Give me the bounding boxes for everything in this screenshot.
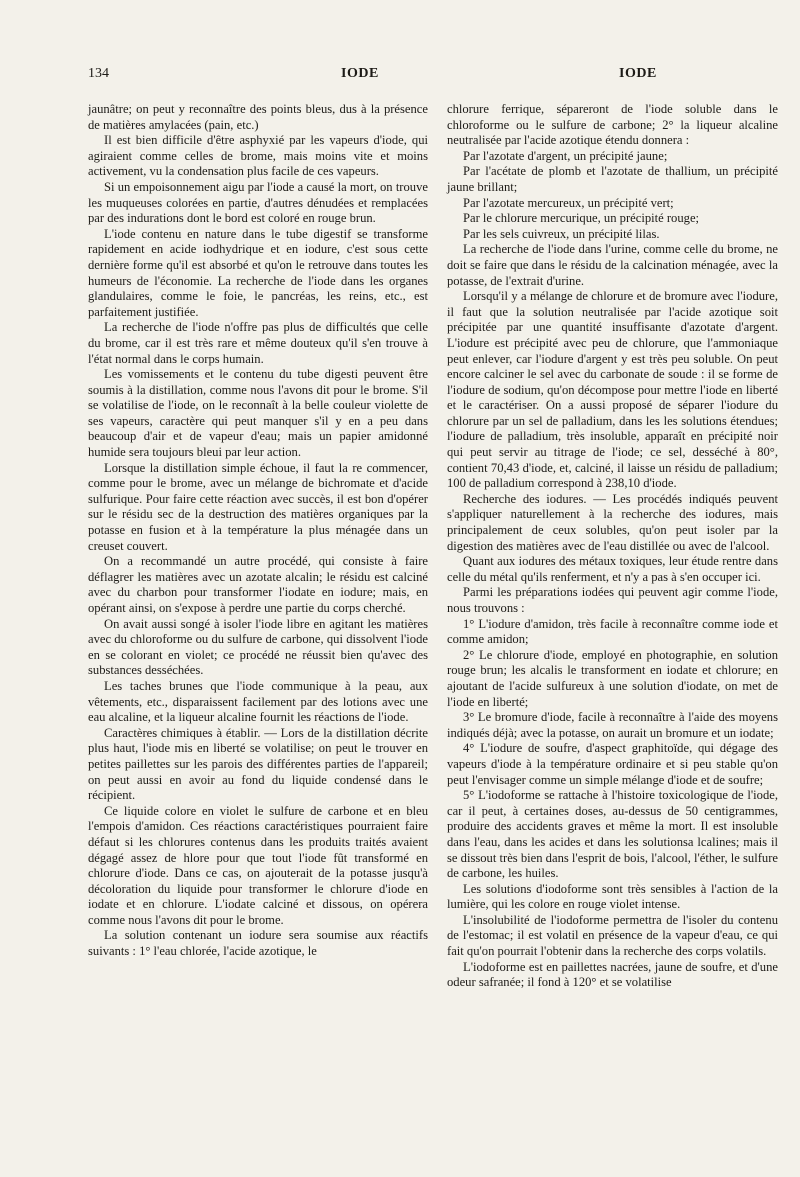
left-running-title: IODE (341, 66, 379, 81)
paragraph: 1° L'iodure d'amidon, très facile à reconnaître comme iode et comme amidon; (447, 616, 778, 647)
paragraph: La recherche de l'iode dans l'urine, comme celle du brome, ne doit se faire que dans le résidu de la calcination ménagée, avec la potasse, de l'extrait d'urine. (447, 242, 778, 288)
paragraph: Caractères chimiques à établir. — Lors de la distillation décrite plus haut, l'iode mis en liberté se volatilise; on peut le trouver en petites paillettes sur les parois des différentes parties de l'appareil; on peut aussi en avoir au fond du liquide condensé dans le récipient. (88, 725, 428, 803)
paragraph: L'iodoforme est en paillettes nacrées, jaune de soufre, et d'une odeur safranée; il fond à 120° et se volatilise (447, 959, 778, 990)
paragraph: 5° L'iodoforme se rattache à l'histoire toxicologique de l'iode, car il peut, à certaines doses, au-dessus de 50 centigrammes, produire des accidents graves et même la mort. Il est insoluble dans l'eau, dans les acides et dans les solutionsa lcalines; mais il se dissout très bien dans l'esprit de bois, l'alcool, l'éther, le sulfure de carbone, les huiles. (447, 788, 778, 881)
paragraph: Par l'azotate mercureux, un précipité vert; (463, 195, 674, 210)
paragraph: 3° Le bromure d'iode, facile à reconnaître à l'aide des moyens indiqués déjà; avec la potasse, on aurait un bromure et un iodate; (447, 710, 778, 740)
paragraph: La recherche de l'iode n'offre pas plus de difficultés que celle du brome, car il est très rare et même douteux qu'il s'en trouve à l'état normal dans le corps humain. (88, 320, 428, 366)
running-header (88, 66, 778, 88)
paragraph: Par le chlorure mercurique, un précipité rouge; (463, 211, 700, 226)
paragraph: jaunâtre; on peut y reconnaître des points bleus, dus à la présence de matières amylacées (pain, etc.) (88, 102, 428, 132)
paragraph: Lorsque la distillation simple échoue, il faut la re commencer, comme pour le brome, avec un mélange de bichromate et d'acide sulfurique. Pour faire cette réaction avec succès, il est bon d'opérer sur le résidu sec de la destruction des matières organiques par la potasse en fusion et à la température la plus ménagée dans un creuset couvert. (88, 460, 428, 553)
paragraph: 4° L'iodure de soufre, d'aspect graphitoïde, qui dégage des vapeurs d'iode à la température ordinaire et si peu stable qu'on peut l'envisager comme un simple mélange d'iode et de soufre; (447, 741, 778, 787)
paragraph: 2° Le chlorure d'iode, employé en photographie, en solution rouge brun; les alcalis le transforment en iodate et chlorure; en ajoutant de l'acide sulfureux à une solution d'iodate, on met de l'iode en liberté; (447, 647, 778, 709)
paragraph: Lorsqu'il y a mélange de chlorure et de bromure avec l'iodure, il faut que la solution neutralisée par l'acide azotique soit précipitée par une quantité insuffisante d'azotate d'argent. L'iodure est précipité avec peu de chlorure, que l'ammoniaque peut enlever, car l'iodure d'argent y est très peu soluble. On peut encore calciner le sel avec du carbonate de soude : il se forme de l'iodure de sodium, qu'on décompose pour mettre l'iode en liberté et le caractériser. On a aussi proposé de séparer l'iodure du chlorure par un sel de palladium, dans les les solutions étendues; l'iodure de palladium, très insoluble, apparaît en précipité noir qui peut servir au titrage de l'iode; ce sel, desséché à 80°, contient 70,43 d'iode, et, calciné, il laisse un résidu de palladium; 100 de palladium correspond à 238,10 d'iode. (447, 289, 778, 491)
paragraph: L'iode contenu en nature dans le tube digestif se transforme rapidement en acide iodhydrique et en iodure, c'est sous cette dernière forme qu'il est absorbé et qu'on le retrouve dans toutes les humeurs de l'économie. La recherche de l'iode dans les organes glandulaires, comme le foie, le pancréas, les reins, etc., est parfaitement justifiée. (88, 226, 428, 319)
page-number: 134 (88, 66, 109, 81)
paragraph: Par l'acétate de plomb et l'azotate de thallium, un précipité jaune brillant; (447, 164, 778, 194)
paragraph: La solution contenant un iodure sera soumise aux réactifs suivants : 1° l'eau chlorée, l'acide azotique, le (88, 928, 428, 959)
paragraph: chlorure ferrique, sépareront de l'iode soluble dans le chloroforme ou le sulfure de carbone; 2° la liqueur alcaline neutralisée par l'acide azotique étendu donnera : (447, 102, 778, 148)
paragraph: Si un empoisonnement aigu par l'iode a causé la mort, on trouve les muqueuses colorées en partie, d'autres dénudées et remplacées par des indurations dont le bord est coloré en rouge brun. (88, 179, 428, 226)
paragraph: Ce liquide colore en violet le sulfure de carbone et en bleu l'empois d'amidon. Ces réactions caractéristiques pourraient faire défaut si les chlorures contenus dans les produits traités avaient dégagé assez de hlore pour que tout l'iode fût transformé en chlorure d'iode. Dans ce cas, on ajouterait de la potasse jusqu'à décoloration du liquide pour transformer le chlorure d'iode en iodate et en chlorure. L'iodate calciné et dissous, on opérera comme nous l'avons dit pour le brome. (88, 803, 428, 927)
paragraph: Recherche des iodures. — Les procédés indiqués peuvent s'appliquer naturellement à la recherche des iodures, mais principalement de ceux solubles, qu'on peut isoler par la digestion des matières avec de l'eau distillée ou avec de l'alcool. (447, 491, 778, 553)
paragraph: Par l'azotate d'argent, un précipité jaune; (463, 148, 668, 163)
paragraph: Parmi les préparations iodées qui peuvent agir comme l'iode, nous trouvons : (447, 585, 778, 615)
paragraph: On a recommandé un autre procédé, qui consiste à faire déflagrer les matières avec un azotate alcalin; le résidu est calciné avec du charbon pour transformer l'iodate en iodure; mais, en opérant ainsi, on s'expose à perdre une partie du corps cherché. (88, 554, 428, 615)
paragraph: Les vomissements et le contenu du tube digesti peuvent être soumis à la distillation, comme nous l'avons dit pour le brome. S'il se volatilise de l'iode, on le reconnaît à la belle couleur violette de ses vapeurs, caractère qui peut manquer s'il y en a peu dans beaucoup d'air et de vapeur d'eau; mais un papier amidonné humide sera toujours bleui par leur action. (88, 367, 428, 460)
paragraph: Les solutions d'iodoforme sont très sensibles à l'action de la lumière, qui les colore en rouge violet intense. (447, 881, 778, 912)
paragraph: Quant aux iodures des métaux toxiques, leur étude rentre dans celle du métal qu'ils renferment, et n'y a pas à s'en occuper ici. (447, 554, 778, 584)
paragraph: L'insolubilité de l'iodoforme permettra de l'isoler du contenu de l'estomac; il est volatil en présence de la vapeur d'eau, ce qui fait qu'on pourrait l'obtenir dans la recherche des corps volatils. (447, 912, 778, 959)
right-text-column (447, 102, 778, 991)
right-running-title: IODE (619, 66, 657, 81)
paragraph: Par les sels cuivreux, un précipité lilas. (463, 226, 660, 241)
paragraph: On avait aussi songé à isoler l'iode libre en agitant les matières avec du chloroforme ou du sulfure de carbone, qui dissolvent l'iode en se colorant en violet; ce procédé ne réussit bien qu'avec des substances desséchées. (88, 616, 428, 678)
paragraph: Les taches brunes que l'iode communique à la peau, aux vêtements, etc., disparaissent facilement par des lotions avec une eau alcaline, et la liqueur alcaline fournit les réactions de l'iode. (88, 678, 428, 725)
paragraph: Il est bien difficile d'être asphyxié par les vapeurs d'iode, qui agiraient comme celles de brome, mais moins vite et moins activement, vu la condensation plus facile de ces vapeurs. (88, 133, 428, 179)
left-text-column (88, 102, 428, 960)
